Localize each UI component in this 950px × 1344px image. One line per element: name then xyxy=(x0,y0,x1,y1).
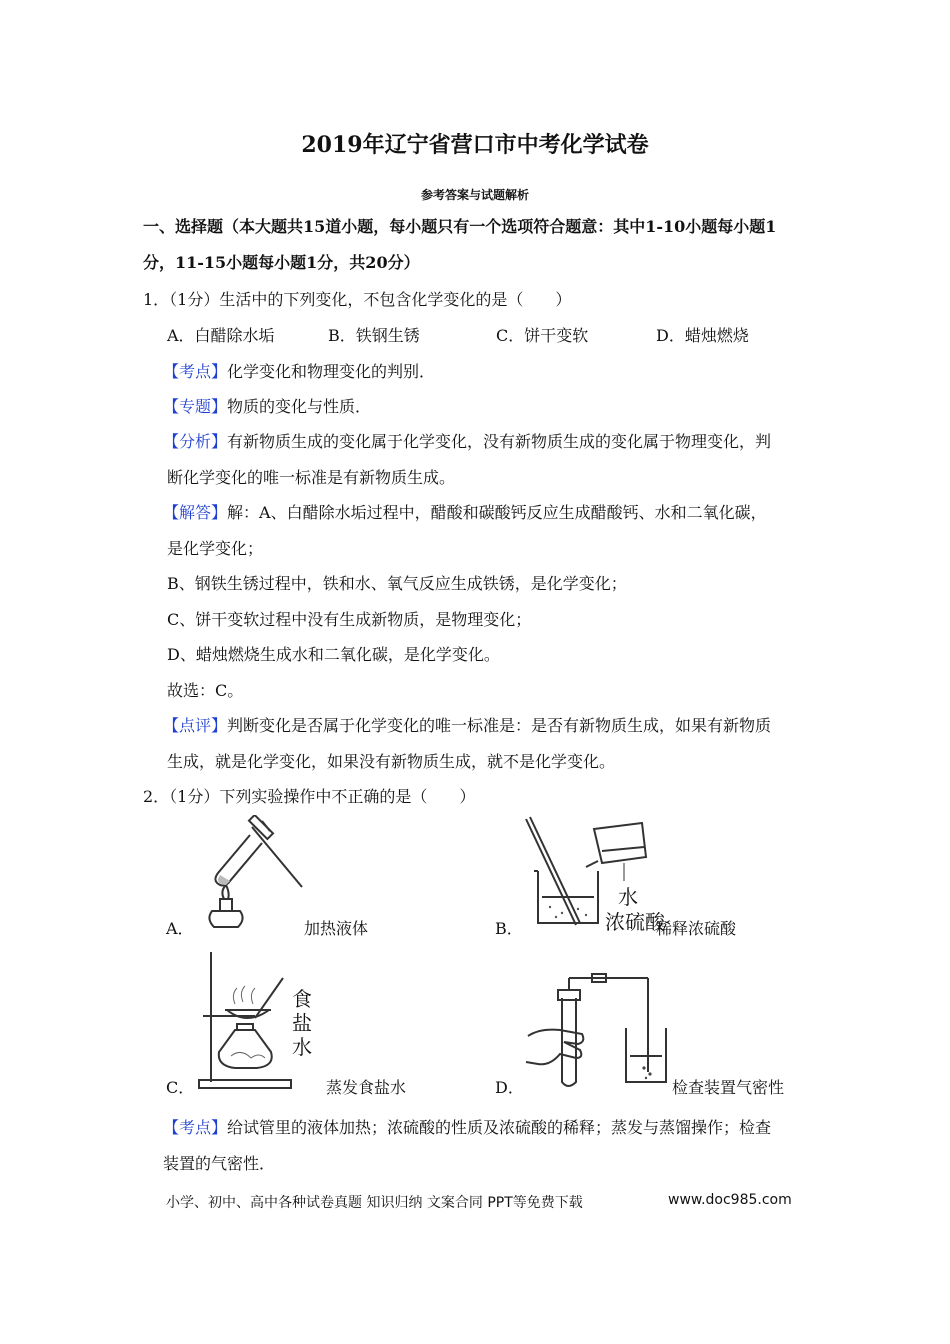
q1-fenxi-text1: 有新物质生成的变化属于化学变化，没有新物质生成的变化属于物理变化，判 xyxy=(227,432,772,451)
q2-kaodian-text1: 给试管里的液体加热；浓硫酸的性质及浓硫酸的稀释；蒸发与蒸馏操作；检查 xyxy=(227,1118,772,1137)
q1-zhuanti xyxy=(163,394,371,417)
q1-jieda-text1: 解：A、白醋除水垢过程中，醋酸和碳酸钙反应生成醋酸钙、水和二氧化碳， xyxy=(227,503,767,522)
q2-option-c-text: 蒸发食盐水 xyxy=(326,1078,407,1097)
q2-option-c-fig-label-1: 食 xyxy=(292,987,312,1011)
q2-kaodian-line2: 装置的气密性． xyxy=(163,1154,276,1173)
section-heading-line2: 分，11-15小题每小题1分，共20分） xyxy=(143,253,420,272)
q2-option-b-fig-acid: 浓硫酸 xyxy=(605,910,665,934)
q1-kaodian-tag: 【考点】 xyxy=(163,362,228,381)
page-subtitle: 参考答案与试题解析 xyxy=(420,188,529,202)
footer-site-link[interactable]: www.doc985.com xyxy=(668,1192,792,1208)
q1-option-d: D．蜡烛燃烧 xyxy=(656,326,749,345)
q2-option-b-letter: B． xyxy=(495,919,523,938)
q2-stem: 2．（1分）下列实验操作中不正确的是（ ） xyxy=(143,787,476,806)
q1-kaodian-text: 化学变化和物理变化的判别． xyxy=(227,362,436,381)
q1-answer: 故选：C。 xyxy=(167,681,244,700)
q1-dianping-tag: 【点评】 xyxy=(163,716,228,735)
figure-evaporation xyxy=(195,948,295,1090)
q2-option-c-fig-label-3: 水 xyxy=(292,1035,312,1059)
q1-jieda-line4: C、饼干变软过程中没有生成新物质，是物理变化； xyxy=(167,610,532,629)
q1-jieda-line3: B、钢铁生锈过程中，铁和水、氧气反应生成铁锈，是化学变化； xyxy=(167,574,627,593)
q2-option-c-letter: C． xyxy=(166,1078,195,1097)
q2-option-a-letter: A． xyxy=(166,919,194,938)
q1-zhuanti-tag: 【专题】 xyxy=(163,397,228,416)
q1-zhuanti-text: 物质的变化与性质． xyxy=(227,397,372,416)
q1-stem: 1．（1分）生活中的下列变化，不包含化学变化的是（ ） xyxy=(143,290,572,309)
q2-kaodian-tag: 【考点】 xyxy=(163,1118,228,1137)
q2-option-d-letter: D． xyxy=(495,1078,524,1097)
q1-option-c: C．饼干变软 xyxy=(496,326,589,345)
q2-option-a-text: 加热液体 xyxy=(304,919,369,938)
q1-fenxi-line2: 断化学变化的唯一标准是有新物质生成。 xyxy=(167,468,456,487)
page-title: 2019年辽宁省营口市中考化学试卷 xyxy=(301,132,649,158)
q1-dianping-line2: 生成，就是化学变化，如果没有新物质生成，就不是化学变化。 xyxy=(167,752,616,771)
q1-dianping-text1: 判断变化是否属于化学变化的唯一标准是：是否有新物质生成，如果有新物质 xyxy=(227,716,772,735)
section-heading-line1: 一、选择题（本大题共15道小题，每小题只有一个选项符合题意：其中1-10小题每小题1 xyxy=(143,217,777,236)
q1-jieda-line5: D、蜡烛燃烧生成水和二氧化碳，是化学变化。 xyxy=(167,645,500,664)
q2-option-d-text: 检查装置气密性 xyxy=(672,1078,785,1097)
q1-option-b: B．铁钢生锈 xyxy=(328,326,420,345)
q2-option-c-fig-label-2: 盐 xyxy=(292,1011,312,1035)
q2-option-b-text: 稀释浓硫酸 xyxy=(656,919,737,938)
q2-option-b-fig-water: 水 xyxy=(618,885,638,909)
q1-jieda xyxy=(163,500,767,523)
figure-airtightness xyxy=(520,972,670,1092)
figure-heating-liquid xyxy=(190,815,310,935)
q1-jieda-line2: 是化学变化； xyxy=(167,539,264,558)
q1-fenxi xyxy=(163,429,771,452)
q1-jieda-tag: 【解答】 xyxy=(163,503,228,522)
q1-fenxi-tag: 【分析】 xyxy=(163,432,228,451)
q2-kaodian xyxy=(163,1115,771,1138)
q1-dianping xyxy=(163,713,771,736)
footer-text: 小学、初中、高中各种试卷真题 知识归纳 文案合同 PPT等免费下载 xyxy=(166,1195,583,1211)
q1-option-a: A．白醋除水垢 xyxy=(167,326,275,345)
q1-kaodian xyxy=(163,359,435,382)
